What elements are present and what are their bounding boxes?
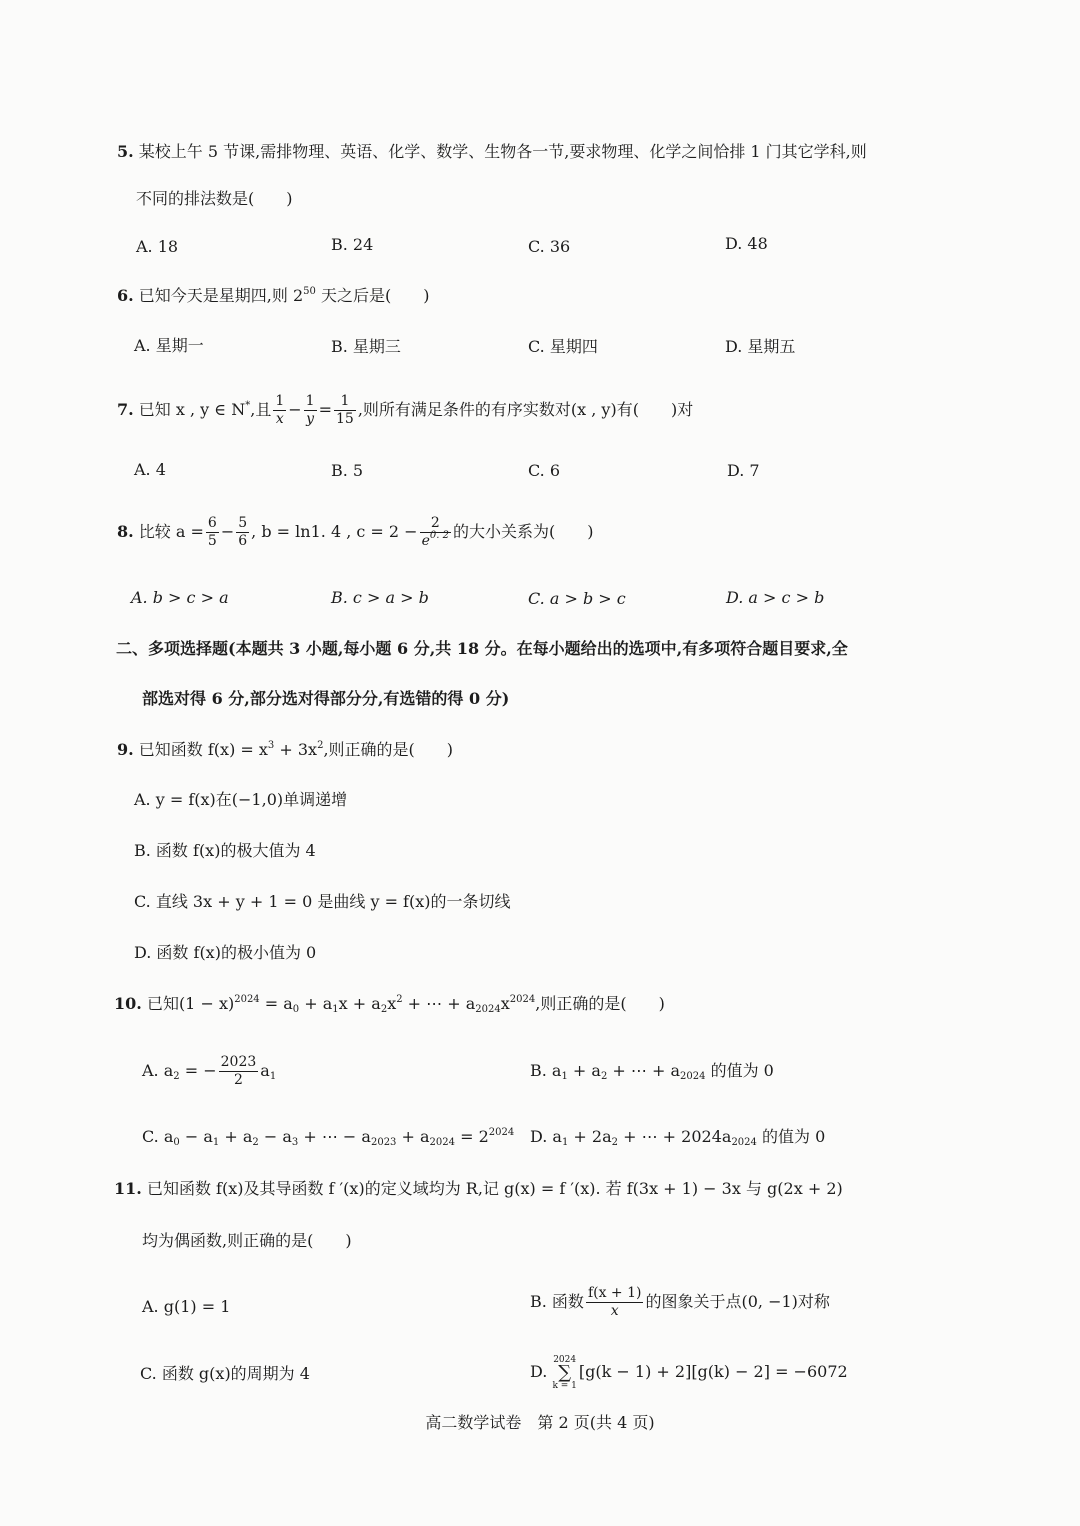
q5-option-c: C. 36 — [528, 237, 571, 256]
q11-optD-sum-bottom: k = 1 — [552, 1380, 577, 1391]
q6-text-a: 已知今天是星期四,则 2 — [138, 286, 304, 305]
q8-fraction-2 — [236, 515, 249, 550]
q7-text-c: ,则所有满足条件的有序实数对(x , y)有( )对 — [357, 400, 694, 419]
q10-number: 10. — [114, 994, 142, 1013]
q10-sub0: 0 — [292, 1004, 300, 1015]
page-footer: 高二数学试卷 第 2 页(共 4 页) — [425, 1413, 655, 1432]
q11-optB-denominator: x — [610, 1303, 619, 1319]
q10-text-h: ,则正确的是( ) — [535, 994, 665, 1013]
q11-option-d — [530, 1352, 848, 1392]
q9-exp1: 3 — [267, 740, 275, 751]
q10-text-f: + ⋯ + a — [402, 994, 476, 1013]
q6-text-b: 天之后是( ) — [315, 286, 430, 305]
q10-optC-s4: 2023 — [370, 1137, 397, 1148]
q10-sub1: 1 — [332, 1004, 339, 1015]
q8-text-c: 的大小关系为( ) — [452, 522, 594, 541]
q7-text-b: ,且 — [250, 400, 272, 419]
q6-option-a: A. 星期一 — [134, 336, 204, 355]
q5-option-a: A. 18 — [136, 237, 179, 256]
q7-fraction-3 — [334, 393, 356, 428]
q10-optC-s1: 1 — [212, 1137, 220, 1148]
q7-stem — [117, 393, 693, 428]
q7-option-d: D. 7 — [727, 461, 760, 480]
q11-text-line1: 已知函数 f(x)及其导函数 f ′(x)的定义域均为 R,记 g(x) = f ′(x). 若 f(3x + 1) − 3x 与 g(2x + 2) — [146, 1179, 843, 1198]
q5-number: 5. — [117, 142, 134, 161]
q10-optC-b: − a — [179, 1127, 213, 1146]
q10-text-d: x + a — [338, 994, 381, 1013]
q10-optA-b: = − — [179, 1061, 217, 1080]
q10-option-b — [530, 1060, 774, 1082]
q11-optB-a: B. 函数 — [530, 1292, 584, 1311]
q10-option-c — [142, 1126, 514, 1148]
q8-fraction-1 — [206, 515, 219, 550]
q8-text-a: 比较 a = — [138, 522, 204, 541]
q10-optC-d: − a — [258, 1127, 292, 1146]
q10-optB-b: + a — [567, 1061, 601, 1080]
q7-f3-numerator: 1 — [334, 393, 356, 411]
q7-minus: − — [288, 400, 302, 419]
q7-f2-denominator: y — [306, 411, 315, 427]
q8-number: 8. — [117, 522, 134, 541]
q8-minus: − — [220, 522, 235, 541]
q11-optB-b: 的图象关于点(0, −1)对称 — [645, 1292, 830, 1311]
q10-optB-s2: 2 — [600, 1071, 608, 1082]
q11-optD-b: [g(k − 1) + 2][g(k) − 2] = −6072 — [578, 1362, 848, 1381]
q8-f2-denominator: 6 — [238, 533, 248, 549]
q10-exp2: 2 — [396, 994, 403, 1005]
q9-option-d: D. 函数 f(x)的极小值为 0 — [134, 943, 317, 962]
q7-option-c: C. 6 — [528, 461, 561, 480]
q10-optD-c: + ⋯ + 2024a — [618, 1127, 732, 1146]
q10-text-g: x — [500, 994, 510, 1013]
q11-optB-fraction — [586, 1285, 644, 1320]
q9-text-c: ,则正确的是( ) — [323, 740, 454, 759]
q8-option-c: C. a > b > c — [528, 589, 626, 608]
q6-option-b: B. 星期三 — [331, 337, 401, 356]
q10-optA-sub: 2 — [173, 1071, 180, 1082]
q10-optB-s1: 1 — [561, 1071, 568, 1082]
q9-text-b: + 3x — [274, 740, 318, 759]
q10-optB-c: + ⋯ + a — [607, 1061, 681, 1080]
q8-f1-numerator: 6 — [207, 515, 217, 531]
q10-stem — [114, 993, 665, 1015]
q7-option-b: B. 5 — [331, 461, 364, 480]
q8-f3-numerator: 2 — [420, 515, 451, 533]
q8-option-d: D. a > c > b — [726, 588, 825, 607]
q9-text-a: 已知函数 f(x) = x — [138, 740, 268, 759]
q6-option-d: D. 星期五 — [725, 337, 796, 356]
q10-text-b: = a — [259, 994, 293, 1013]
q5-option-b: B. 24 — [331, 235, 374, 254]
section2-heading-line2: 部选对得 6 分,部分选对得部分分,有选错的得 0 分) — [142, 689, 510, 708]
q11-optD-sum-symbol: ∑ — [558, 1361, 572, 1383]
q10-optA-c: a — [260, 1061, 270, 1080]
q10-text-c: + a — [299, 994, 333, 1013]
q8-f1-denominator: 5 — [207, 533, 217, 549]
q7-fraction-1 — [273, 393, 286, 428]
q9-number: 9. — [117, 740, 134, 759]
q8-fraction-3 — [420, 515, 451, 550]
q10-optA-fraction — [219, 1054, 259, 1089]
q7-number: 7. — [117, 400, 134, 419]
q5-line1 — [117, 141, 867, 163]
q8-option-a: A. b > c > a — [131, 588, 229, 607]
q10-optA-denominator: 2 — [233, 1072, 243, 1088]
q5-text-line1: 某校上午 5 节课,需排物理、英语、化学、数学、生物各一节,要求物理、化学之间恰排 1 门其它学科,则 — [138, 142, 867, 161]
q10-optA-a: A. a — [142, 1061, 174, 1080]
q7-f1-denominator: x — [275, 411, 284, 427]
q10-optD-s1: 1 — [561, 1137, 569, 1148]
q11-option-b — [530, 1283, 830, 1321]
q8-f3-base: e — [421, 533, 430, 549]
q11-optD-a: D. — [530, 1362, 548, 1381]
q8-option-b: B. c > a > b — [331, 588, 429, 607]
q10-optB-s3: 2024 — [680, 1071, 706, 1082]
q11-optD-sum-top: 2024 — [553, 1354, 577, 1365]
q10-optB-a: B. a — [530, 1061, 562, 1080]
q8-f2-numerator: 5 — [238, 515, 248, 531]
q7-fraction-2 — [304, 393, 317, 428]
q9-exp2: 2 — [317, 740, 324, 751]
q7-text-a: 已知 x , y ∈ N — [138, 400, 246, 419]
q5-text-line2: 不同的排法数是( ) — [136, 189, 293, 208]
q7-f2-numerator: 1 — [305, 393, 315, 409]
q10-optD-a: D. a — [530, 1127, 562, 1146]
q10-optC-c: + a — [219, 1127, 253, 1146]
q11-text-line2: 均为偶函数,则正确的是( ) — [142, 1231, 352, 1250]
q10-optC-a: C. a — [142, 1127, 174, 1146]
q10-optC-exp: 2024 — [488, 1127, 515, 1138]
q8-text-b: , b = ln1. 4 , c = 2 − — [251, 522, 418, 541]
q8-f3-denominator — [420, 530, 451, 550]
q10-optA-numerator: 2023 — [220, 1054, 257, 1070]
q10-text-a: 已知(1 − x) — [146, 994, 235, 1013]
q10-optB-d: 的值为 0 — [705, 1061, 774, 1080]
q10-optD-s3: 2024 — [731, 1137, 757, 1148]
q10-optC-s0: 0 — [173, 1137, 180, 1148]
q11-option-a: A. g(1) = 1 — [142, 1297, 231, 1316]
q10-optD-s2: 2 — [611, 1137, 619, 1148]
q10-optC-f: + a — [396, 1127, 430, 1146]
q10-optC-g: = 2 — [455, 1127, 489, 1146]
q10-option-a — [142, 1053, 276, 1089]
q9-stem — [117, 739, 453, 761]
q10-optA-sub2: 1 — [269, 1071, 277, 1082]
q10-optD-d: 的值为 0 — [756, 1127, 826, 1146]
q6-exponent: 50 — [303, 286, 316, 297]
q9-option-c: C. 直线 3x + y + 1 = 0 是曲线 y = f(x)的一条切线 — [134, 892, 511, 911]
q6-number: 6. — [117, 286, 134, 305]
q7-option-a: A. 4 — [134, 460, 166, 479]
q6-stem — [117, 285, 429, 307]
q6-option-c: C. 星期四 — [528, 337, 598, 356]
q10-optC-s3: 3 — [291, 1137, 299, 1148]
q10-option-d — [530, 1126, 825, 1148]
q7-star: * — [245, 400, 251, 411]
q7-f1-numerator: 1 — [275, 393, 285, 409]
q11-option-c: C. 函数 g(x)的周期为 4 — [140, 1364, 310, 1383]
q10-optC-e: + ⋯ − a — [298, 1127, 371, 1146]
q5-option-d: D. 48 — [725, 234, 768, 253]
section2-heading-line1: 二、多项选择题(本题共 3 小题,每小题 6 分,共 18 分。在每小题给出的选项中,有多项符合题目要求,全 — [116, 639, 848, 658]
q10-optC-s5: 2024 — [429, 1137, 455, 1148]
q10-sub2: 2 — [380, 1004, 388, 1015]
q10-sub3: 2024 — [475, 1004, 501, 1015]
q8-f3-exponent: 0. 2 — [429, 530, 449, 541]
q11-optD-summation — [552, 1355, 576, 1391]
q10-optC-s2: 2 — [252, 1137, 259, 1148]
q8-stem — [117, 514, 593, 550]
q9-option-b: B. 函数 f(x)的极大值为 4 — [134, 841, 316, 860]
q9-option-a: A. y = f(x)在(−1,0)单调递增 — [134, 790, 348, 809]
q10-exp1: 2024 — [234, 994, 260, 1005]
q10-optD-b: + 2a — [568, 1127, 612, 1146]
q10-text-e: x — [387, 994, 397, 1013]
q7-equals: = — [318, 400, 332, 419]
q11-optB-numerator: f(x + 1) — [587, 1285, 642, 1301]
q7-f3-denominator: 15 — [335, 411, 354, 427]
q11-line1 — [114, 1178, 843, 1200]
q11-number: 11. — [114, 1179, 142, 1198]
q10-exp3: 2024 — [509, 994, 536, 1005]
